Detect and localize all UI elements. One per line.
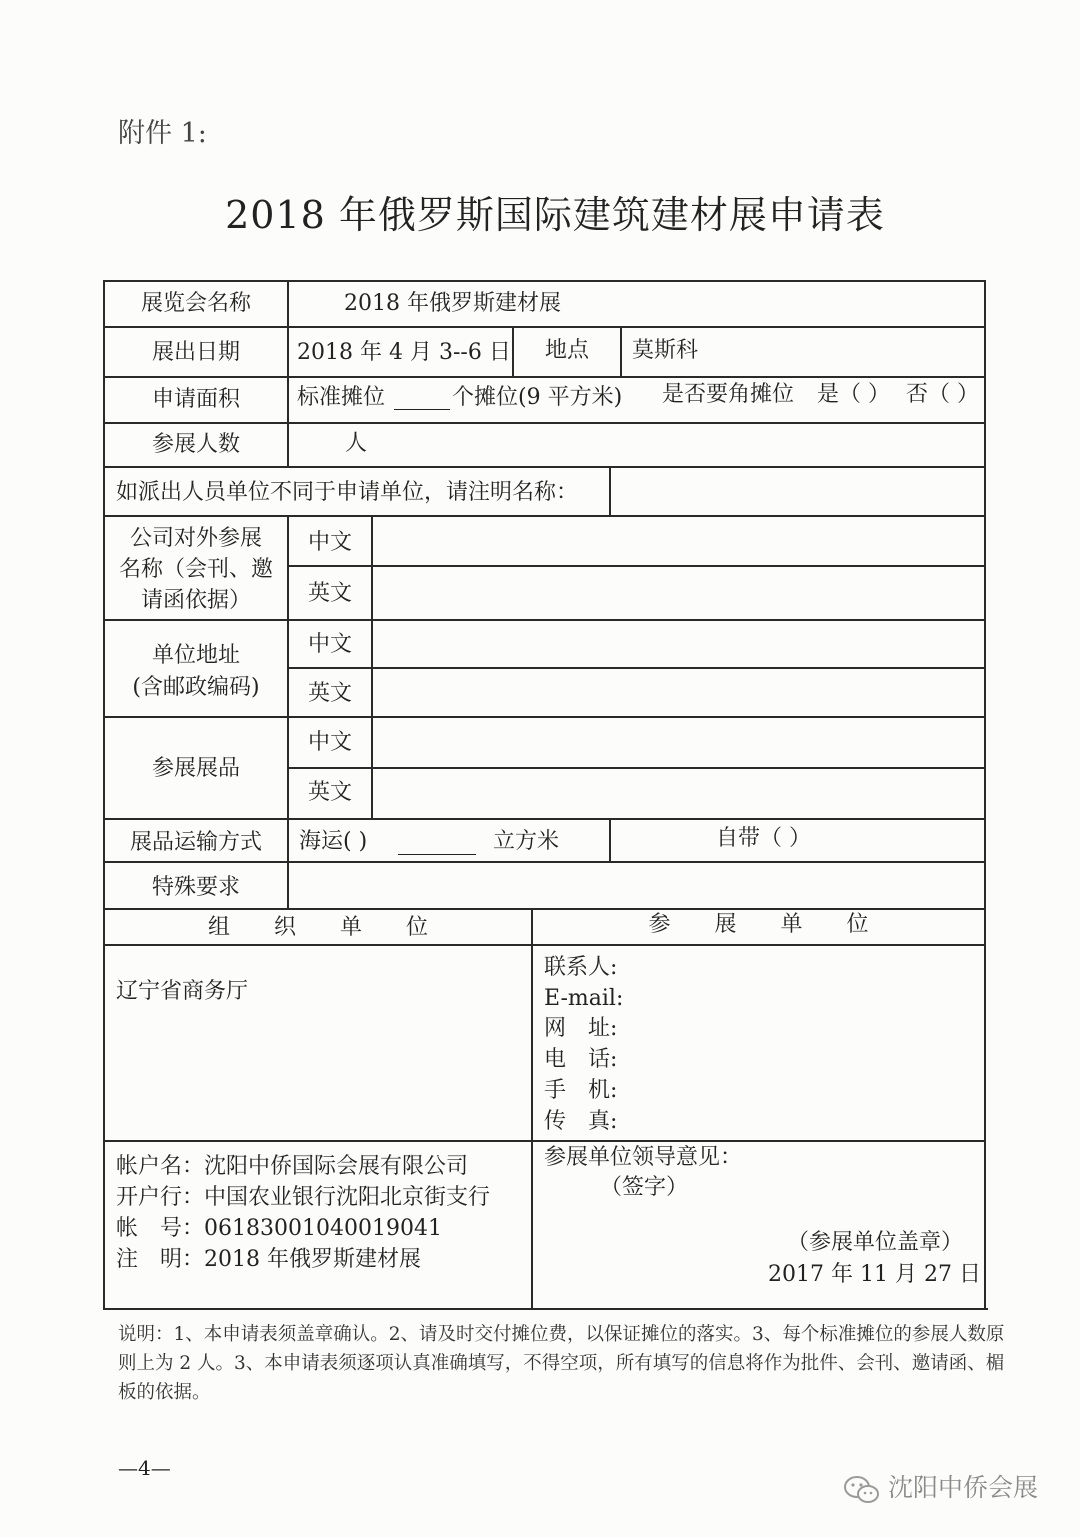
booth-count-field[interactable] — [394, 389, 450, 410]
col-line — [287, 280, 289, 466]
sea-freight-option[interactable]: 海运( ) — [299, 829, 368, 854]
wechat-icon — [842, 1474, 882, 1506]
contact-person-label[interactable]: 联系人: — [544, 955, 618, 980]
exhibition-date-value[interactable]: 2018 年 4 月 3--6 日 — [297, 340, 511, 365]
location-value[interactable]: 莫斯科 — [632, 338, 699, 363]
cbm-unit: 立方米 — [493, 829, 560, 854]
corner-booth-label: 是否要角摊位 — [662, 382, 795, 407]
row-line — [103, 944, 986, 946]
dispatch-unit-field[interactable] — [612, 468, 982, 513]
email-label[interactable]: E-mail: — [544, 986, 624, 1011]
account-name: 帐户名：沈阳中侨国际会展有限公司 — [116, 1154, 469, 1179]
location-label: 地点 — [544, 338, 589, 363]
col-line — [609, 818, 611, 861]
products-en-field[interactable] — [374, 769, 982, 816]
payment-memo: 注 明：2018 年俄罗斯建材展 — [116, 1247, 421, 1272]
row-line — [103, 1140, 986, 1142]
mobile-label[interactable]: 手 机: — [544, 1078, 618, 1103]
seal-label: （参展单位盖章） — [787, 1230, 964, 1255]
organizer-header: 组 织 单 位 — [207, 915, 428, 940]
form-title: 2018 年俄罗斯国际建筑建材展申请表 — [225, 193, 885, 237]
self-carry-option[interactable]: 自带（ ） — [716, 826, 811, 851]
company-name-cn-field[interactable] — [374, 517, 982, 563]
participants-label: 参展人数 — [151, 432, 240, 457]
watermark-text: 沈阳中侨会展 — [888, 1473, 1039, 1502]
account-number: 帐 号：06183001040019041 — [116, 1216, 442, 1241]
standard-booth-label: 标准摊位 — [297, 385, 386, 410]
address-cn-label: 中文 — [307, 632, 352, 657]
table-border-top — [103, 280, 986, 282]
company-name-label-line2: 名称（会刊、邀 — [118, 557, 273, 582]
table-border-bottom — [103, 1308, 988, 1310]
address-label-line1: 单位地址 — [151, 643, 240, 668]
page-number: —4— — [118, 1456, 171, 1480]
col-line — [371, 515, 373, 818]
corner-no-option[interactable]: 否（ ） — [906, 382, 979, 407]
products-label: 参展展品 — [151, 756, 240, 781]
signature-label[interactable]: （签字） — [600, 1175, 689, 1200]
col-line — [287, 515, 289, 908]
row-line — [103, 818, 986, 820]
special-requirements-field[interactable] — [290, 863, 982, 906]
products-en-label: 英文 — [307, 780, 352, 805]
address-en-field[interactable] — [374, 669, 982, 714]
address-en-label: 英文 — [307, 681, 352, 706]
exhibitor-header: 参 展 单 位 — [648, 912, 869, 937]
col-line — [531, 908, 533, 1310]
exhibition-name-label: 展览会名称 — [140, 291, 251, 316]
company-name-en-field[interactable] — [374, 567, 982, 617]
address-label-line2: (含邮政编码) — [132, 675, 260, 700]
fax-label[interactable]: 传 真: — [544, 1109, 618, 1134]
corner-yes-option[interactable]: 是（ ） — [817, 382, 890, 407]
company-name-label-line1: 公司对外参展 — [129, 526, 262, 551]
organizer-name: 辽宁省商务厅 — [116, 979, 249, 1004]
company-name-cn-label: 中文 — [307, 530, 352, 555]
leader-opinion-label: 参展单位领导意见： — [544, 1145, 743, 1170]
participants-unit: 人 — [345, 431, 368, 456]
table-border-right — [984, 280, 986, 1310]
products-cn-label: 中文 — [307, 730, 352, 755]
exhibition-date-label: 展出日期 — [151, 340, 240, 365]
company-name-en-label: 英文 — [307, 581, 352, 606]
row-line — [103, 326, 986, 328]
exhibition-name-value[interactable]: 2018 年俄罗斯建材展 — [344, 291, 561, 316]
website-label[interactable]: 网 址: — [544, 1016, 618, 1041]
booth-unit-label: 个摊位(9 平方米) — [452, 385, 623, 410]
cbm-field[interactable] — [398, 834, 476, 855]
form-notes: 说明：1、本申请表须盖章确认。2、请及时交付摊位费，以保证摊位的落实。3、每个标准摊位的参展人数原则上为 2 人。3、本申请表须逐项认真准确填写，不得空项，所有填写的信息将作为批件、会刊、邀请函、楣板的依据。 — [118, 1324, 1005, 1403]
col-line — [620, 326, 622, 376]
company-name-label-line3: 请函依据） — [140, 588, 251, 613]
col-line — [609, 466, 611, 515]
row-line — [103, 908, 986, 910]
attachment-label: 附件 1: — [118, 118, 207, 149]
bank-name: 开户行：中国农业银行沈阳北京街支行 — [116, 1185, 491, 1210]
booth-area-label: 申请面积 — [151, 387, 240, 412]
products-cn-field[interactable] — [374, 718, 982, 765]
dispatch-unit-label: 如派出人员单位不同于申请单位，请注明名称： — [116, 480, 579, 505]
row-line — [103, 376, 986, 378]
signing-date: 2017 年 11 月 27 日 — [768, 1262, 981, 1287]
transport-label: 展品运输方式 — [129, 830, 262, 855]
phone-label[interactable]: 电 话: — [544, 1047, 618, 1072]
row-line — [103, 422, 986, 424]
address-cn-field[interactable] — [374, 621, 982, 665]
special-requirements-label: 特殊要求 — [151, 875, 240, 900]
